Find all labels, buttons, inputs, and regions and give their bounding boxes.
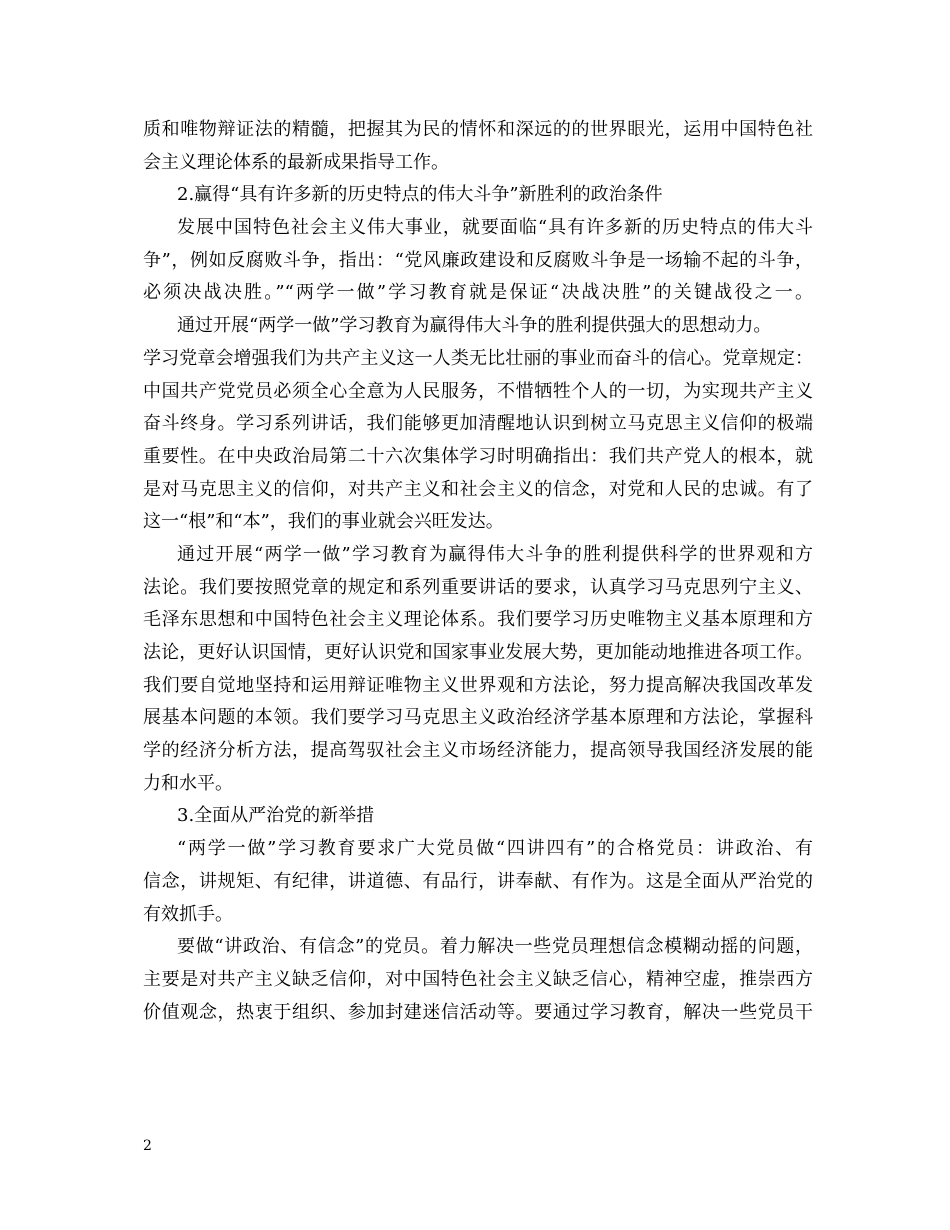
page-number: 2 bbox=[143, 1138, 152, 1154]
text-line: 信念，讲规矩、有纪律，讲道德、有品行，讲奉献、有作为。这是全面从严治党的 bbox=[143, 870, 813, 892]
text-line: 争”，例如反腐败斗争，指出：“党风廉政建设和反腐败斗争是一场输不起的斗争， bbox=[143, 249, 813, 271]
text-line: 重要性。在中央政治局第二十六次集体学习时明确指出：我们共产党人的根本，就 bbox=[143, 445, 813, 467]
text-line: 中国共产党党员必须全心全意为人民服务，不惜牺牲个人的一切，为实现共产主义 bbox=[143, 380, 813, 402]
text-line: 这一“根”和“本”，我们的事业就会兴旺发达。 bbox=[143, 511, 504, 533]
text-line: 3.全面从严治党的新举措 bbox=[177, 805, 375, 827]
text-line: 我们要自觉地坚持和运用辩证唯物主义世界观和方法论，努力提高解决我国改革发 bbox=[143, 674, 813, 696]
text-line: 展基本问题的本领。我们要学习马克思主义政治经济学基本原理和方法论，掌握科 bbox=[143, 707, 813, 729]
text-line: 2.赢得“具有许多新的历史特点的伟大斗争”新胜利的政治条件 bbox=[177, 184, 663, 206]
text-line: 学的经济分析方法，提高驾驭社会主义市场经济能力，提高领导我国经济发展的能 bbox=[143, 740, 813, 762]
text-line: 会主义理论体系的最新成果指导工作。 bbox=[143, 151, 449, 173]
text-line: 法论。我们要按照党章的规定和系列重要讲话的要求，认真学习马克思列宁主义、 bbox=[143, 576, 813, 598]
text-line: 学习党章会增强我们为共产主义这一人类无比壮丽的事业而奋斗的信心。党章规定： bbox=[143, 347, 813, 369]
text-line: 质和唯物辩证法的精髓，把握其为民的情怀和深远的的世界眼光，运用中国特色社 bbox=[143, 119, 813, 140]
text-line: 通过开展“两学一做”学习教育为赢得伟大斗争的胜利提供科学的世界观和方 bbox=[177, 543, 813, 565]
text-line: 是对马克思主义的信仰，对共产主义和社会主义的信念，对党和人民的忠诚。有了 bbox=[143, 478, 813, 500]
document-body bbox=[143, 114, 813, 1029]
text-line: 发展中国特色社会主义伟大事业，就要面临“具有许多新的历史特点的伟大斗 bbox=[177, 217, 813, 239]
text-line: 奋斗终身。学习系列讲话，我们能够更加清醒地认识到树立马克思主义信仰的极端 bbox=[143, 413, 813, 435]
text-line: 通过开展“两学一做”学习教育为赢得伟大斗争的胜利提供强大的思想动力。 bbox=[177, 315, 772, 337]
text-line: 主要是对共产主义缺乏信仰，对中国特色社会主义缺乏信心，精神空虚，推崇西方 bbox=[143, 968, 813, 990]
text-line: 价值观念，热衷于组织、参加封建迷信活动等。要通过学习教育，解决一些党员干 bbox=[143, 1001, 813, 1023]
text-line: 必须决战决胜。”“两学一做”学习教育就是保证“决战决胜”的关键战役之一。 bbox=[143, 282, 813, 304]
text-line: 有效抓手。 bbox=[143, 903, 233, 925]
text-line: 力和水平。 bbox=[143, 772, 233, 794]
text-line: “两学一做”学习教育要求广大党员做“四讲四有”的合格党员：讲政治、有 bbox=[177, 838, 813, 860]
text-line: 毛泽东思想和中国特色社会主义理论体系。我们要学习历史唯物主义基本原理和方 bbox=[143, 609, 813, 631]
text-line: 要做“讲政治、有信念”的党员。着力解决一些党员理想信念模糊动摇的问题， bbox=[177, 936, 813, 958]
text-line: 法论，更好认识国情，更好认识党和国家事业发展大势，更加能动地推进各项工作。 bbox=[143, 642, 813, 663]
